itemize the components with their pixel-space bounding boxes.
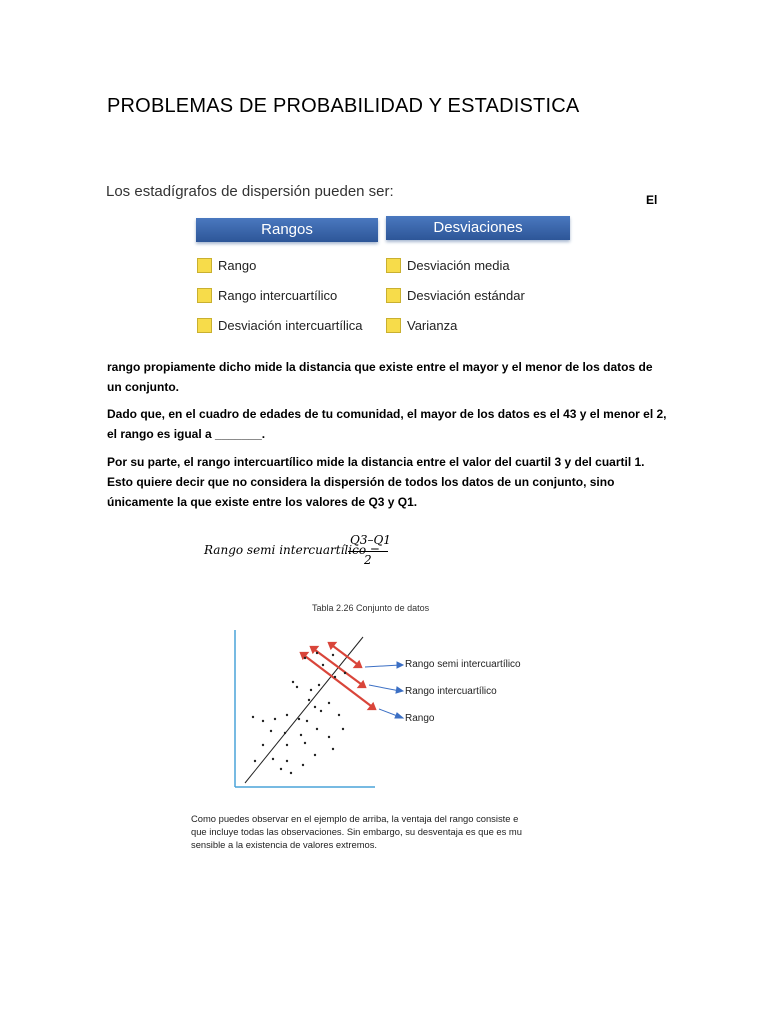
data-point — [304, 657, 306, 659]
list-item: Rango intercuartílico — [197, 288, 337, 303]
data-point — [290, 772, 292, 774]
el-word: El — [646, 193, 658, 207]
data-point — [286, 760, 288, 762]
data-point — [328, 702, 330, 704]
data-point — [262, 720, 264, 722]
data-point — [344, 672, 346, 674]
pointer — [369, 685, 400, 691]
bullet-square-icon — [197, 258, 212, 273]
data-point — [300, 734, 302, 736]
formula-numerator: Q3–Q1 — [350, 533, 391, 547]
range-arrows — [301, 643, 375, 709]
formula-fraction-line — [348, 551, 388, 552]
data-point — [318, 684, 320, 686]
data-point — [332, 748, 334, 750]
paragraph-edades: Dado que, en el cuadro de edades de tu comunidad, el mayor de los datos es el 43 y el menor el 2, el rango es igual a _______. — [107, 407, 667, 441]
data-point — [342, 728, 344, 730]
data-point — [286, 744, 288, 746]
data-point — [314, 706, 316, 708]
bullet-square-icon — [197, 318, 212, 333]
data-point — [310, 689, 312, 691]
list-item: Rango — [197, 258, 256, 273]
data-point — [298, 718, 300, 720]
data-point — [272, 758, 274, 760]
label-rango: Rango — [405, 713, 435, 724]
arrowhead — [397, 662, 403, 668]
list-item: Desviación intercuartílica — [197, 318, 363, 333]
paragraph-intercuartilico: Por su parte, el rango intercuartílico mide la distancia entre el valor del cuartil 3 y del cuartil 1. Esto quiere decir que no considera la dispersión de todos los datos de un conjunto, sino únicamente la que existe entre los valores de Q3 y Q1. — [107, 455, 645, 509]
bullet-square-icon — [197, 288, 212, 303]
data-point — [304, 742, 306, 744]
list-item: Desviación media — [386, 258, 510, 273]
arrowhead — [396, 687, 403, 693]
paragraph-rango: rango propiamente dicho mide la distancia que existe entre el mayor y el menor de los datos de un conjunto. — [107, 360, 653, 394]
bullet-square-icon — [386, 288, 401, 303]
pointer — [365, 665, 400, 667]
caption-line: sensible a la existencia de valores extremos. — [191, 839, 378, 850]
data-point — [280, 768, 282, 770]
data-point — [274, 718, 276, 720]
data-point — [308, 699, 310, 701]
data-point — [286, 714, 288, 716]
arrowhead — [395, 713, 403, 718]
data-point — [328, 736, 330, 738]
data-point — [262, 744, 264, 746]
data-point — [322, 664, 324, 666]
data-point — [332, 654, 334, 656]
data-point — [306, 720, 308, 722]
data-point — [270, 730, 272, 732]
rangos-header: Rangos — [196, 218, 378, 242]
data-point — [316, 652, 318, 654]
scatter-figure — [225, 625, 535, 795]
data-point — [320, 710, 322, 712]
data-point — [284, 732, 286, 734]
data-point — [334, 676, 336, 678]
data-point — [252, 716, 254, 718]
data-point — [292, 681, 294, 683]
caption-line: que incluye todas las observaciones. Sin embargo, su desventaja es que es mu — [191, 826, 522, 837]
data-point — [314, 754, 316, 756]
formula-lhs: Rango semi intercuartílico = — [204, 543, 380, 557]
figure-caption — [191, 812, 539, 851]
data-point — [316, 728, 318, 730]
data-point — [338, 714, 340, 716]
dispersion-heading: Los estadígrafos de dispersión pueden ser: — [106, 183, 394, 200]
list-item: Varianza — [386, 318, 457, 333]
figure-title: Tabla 2.26 Conjunto de datos — [312, 603, 430, 613]
formula-denominator: 2 — [364, 553, 372, 567]
list-item: Desviación estándar — [386, 288, 525, 303]
label-intercuartilico: Rango intercuartílico — [405, 686, 497, 697]
page-title: PROBLEMAS DE PROBABILIDAD Y ESTADISTICA — [107, 95, 580, 117]
caption-line: Como puedes observar en el ejemplo de arriba, la ventaja del rango consiste e — [191, 813, 519, 824]
desviaciones-header: Desviaciones — [386, 216, 570, 240]
data-point — [296, 686, 298, 688]
trend-line — [245, 637, 363, 783]
data-points — [252, 652, 346, 774]
data-point — [302, 764, 304, 766]
label-semi-intercuartilico: Rango semi intercuartílico — [405, 659, 521, 670]
bullet-square-icon — [386, 258, 401, 273]
data-point — [254, 760, 256, 762]
bullet-square-icon — [386, 318, 401, 333]
